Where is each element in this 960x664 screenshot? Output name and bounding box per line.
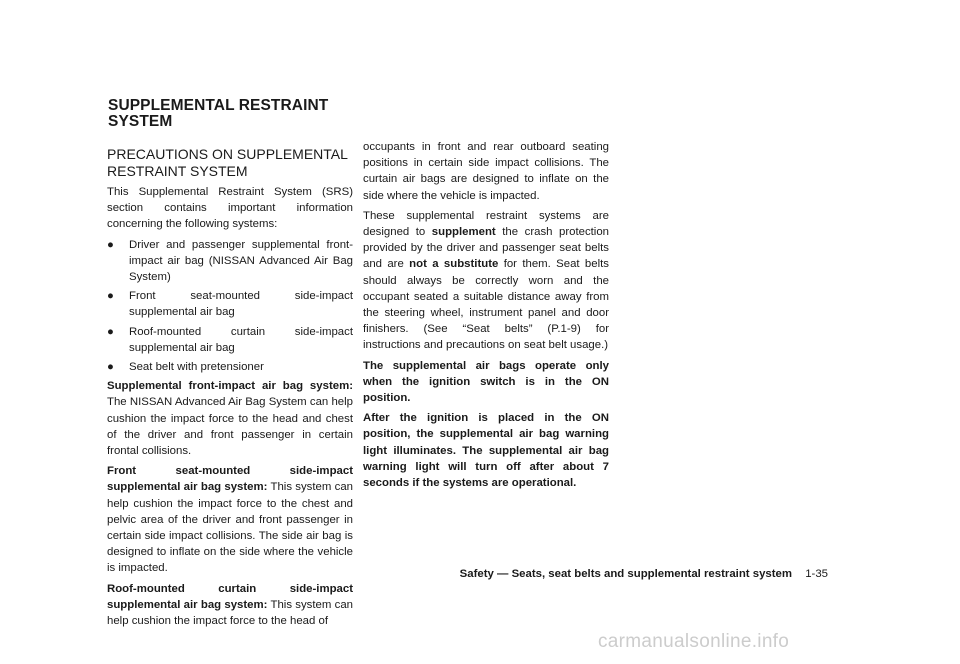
list-item: ● Roof-mounted curtain side-impact supplemental air bag (107, 325, 353, 354)
list-item: ● Driver and passenger supplemental front-impact air bag (NISSAN Advanced Air Bag System) (107, 238, 353, 284)
supplement-emphasis: supplement (431, 226, 496, 239)
left-column (107, 146, 353, 633)
section-title: SUPPLEMENTAL RESTRAINT SYSTEM (108, 97, 329, 130)
side-impact-heading: Front seat-mounted side-impact supplemental air bag system: (107, 465, 353, 494)
side-impact-text: This system can help cushion the impact force to the chest and pelvic area of the driver and front passenger in certain side impact collisions. The side air bag is designed to inflate on the side where the vehicle is impacted. (107, 481, 353, 575)
page-footer (460, 567, 828, 581)
bullet-icon: ● (107, 361, 114, 374)
front-impact-heading: Supplemental front-impact air bag system: (107, 380, 353, 393)
front-impact-paragraph (107, 378, 353, 459)
curtain-text-continued: occupants in front and rear outboard seating positions in certain side impact collisions. The curtain air bags are designed to inflate on the side where the vehicle is impacted. (363, 141, 609, 202)
supplement-paragraph: These supplemental restraint systems are designed to supplement the crash protection provided by the driver and passenger seat belts and are not a substitute for them. Seat belts should always be correctly worn and the occupant seated a suitable distance away from the steering wheel, instrument panel and door finishers. (See “Seat belts” (P.1-9) for instructions and precautions on seat belt usage.) (363, 209, 610, 352)
side-impact-paragraph (107, 463, 353, 576)
footer-title: Safety — Seats, seat belts and supplemental restraint system (459, 568, 793, 580)
bullet-icon: ● (107, 325, 114, 338)
warning-ignition: The supplemental air bags operate only when the ignition switch is in the ON position. (363, 359, 609, 405)
intro-paragraph: This Supplemental Restraint System (SRS) section contains important information concerning the following systems: (107, 186, 353, 231)
front-impact-text: The NISSAN Advanced Air Bag System can help cushion the impact force to the head and chest of the driver and front passenger in certain frontal collisions. (107, 396, 353, 458)
systems-list (107, 237, 353, 376)
list-item: ● Front seat-mounted side-impact supplemental air bag (107, 290, 353, 319)
bullet-icon: ● (107, 238, 114, 251)
right-column (363, 139, 609, 495)
subheading: PRECAUTIONS ON SUPPLEMENTAL RESTRAINT SYSTEM (107, 146, 348, 179)
warning-light: After the ignition is placed in the ON position, the supplemental air bag warning light illuminates. The supplemental air bag warning light will turn off after about 7 seconds if the systems are operational. (363, 412, 609, 490)
not-substitute-emphasis: not a substitute (409, 258, 499, 271)
list-item: ● Seat belt with pretensioner (107, 359, 353, 375)
curtain-text-start: This system can help cushion the impact force to the head of (107, 598, 353, 628)
page-number: 1-35 (805, 568, 828, 580)
curtain-paragraph (107, 581, 353, 630)
bullet-icon: ● (107, 290, 114, 303)
watermark: carmanualsonline.info (598, 631, 790, 652)
curtain-heading: Roof-mounted curtain side-impact supplemental air bag system: (107, 582, 353, 611)
